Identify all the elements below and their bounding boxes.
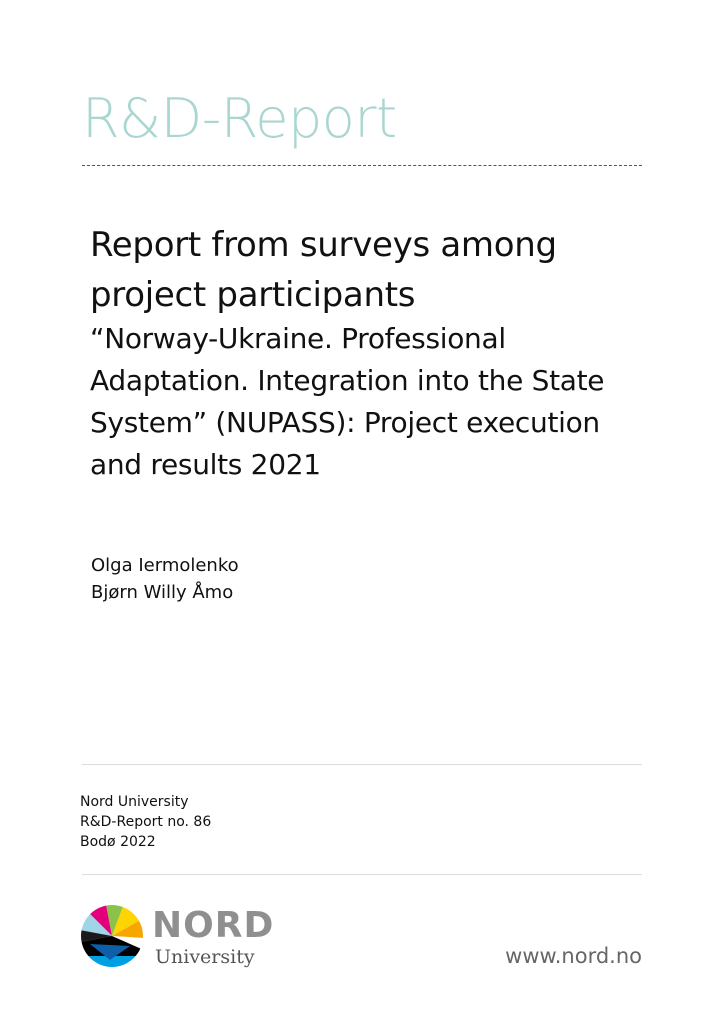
author-list [91, 552, 239, 606]
logo-wordmark: NORD [152, 905, 275, 946]
dotted-divider [82, 165, 642, 166]
publication-info [80, 792, 211, 852]
report-type-heading: R&D-Report [82, 87, 397, 150]
place-year: Bodø 2022 [80, 834, 156, 850]
divider-line [82, 764, 642, 765]
report-title: Report from surveys among project participants [90, 225, 557, 315]
website-link[interactable]: www.nord.no [505, 944, 642, 968]
report-subtitle: “Norway-Ukraine. Professional Adaptation. Integration into the State System” (NUPASS): Project execution and results 2021 [90, 322, 605, 481]
logo-subtitle: University [155, 946, 255, 968]
author-name: Olga Iermolenko [91, 555, 239, 576]
nord-university-logo-icon [80, 904, 144, 968]
divider-line [82, 874, 642, 875]
series-number: R&D-Report no. 86 [80, 814, 212, 830]
institution-name: Nord University [80, 794, 189, 810]
author-name: Bjørn Willy Åmo [91, 582, 234, 603]
nord-university-logo [80, 904, 275, 970]
